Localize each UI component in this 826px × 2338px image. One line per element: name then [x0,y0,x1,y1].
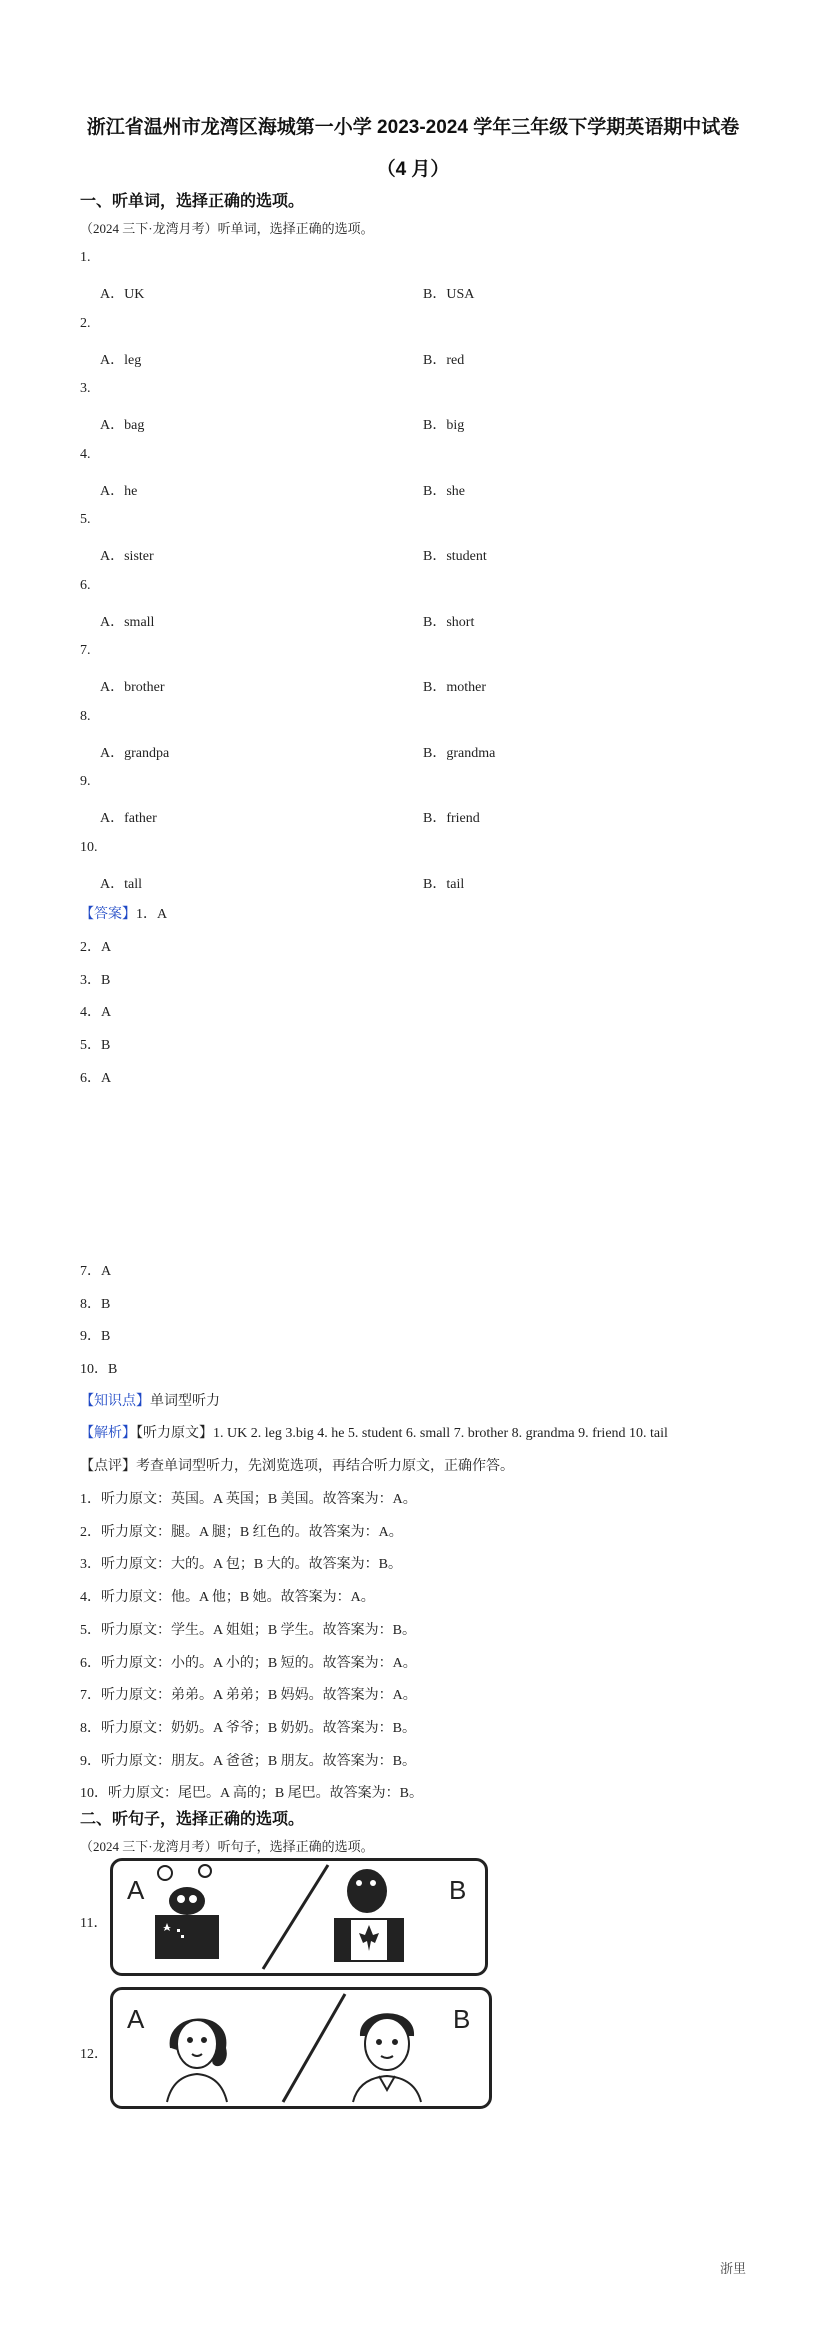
question-11-number: 11． [80,1916,108,1931]
answer-line-4: 5．B [80,1038,111,1054]
question-6-option-a[interactable]: A．small [100,614,155,630]
question-8-number: 8. [80,708,91,724]
question-9-option-b[interactable]: B．friend [423,811,480,826]
answer-line-1: 2．A [80,940,112,955]
review-line-9: 9．听力原文：朋友。A 爸爸；B 朋友。故答案为：B。 [80,1753,417,1769]
question-4-number: 4. [80,446,91,462]
question-12-number: 12． [80,2047,108,2062]
doc-title: 浙江省温州市龙湾区海城第一小学 2023-2024 学年三年级下学期英语期中试卷 [86,117,740,138]
question-7-number: 7. [80,643,91,658]
answer-tag: 【答案】 [80,907,136,922]
section1-heading: 一、听单词，选择正确的选项。 [80,193,305,210]
question-3-number: 3. [80,381,91,396]
question-1-option-a[interactable]: A．UK [100,287,145,302]
man-icon [353,2014,421,2102]
q12-divider [283,1994,345,2102]
review-line-6: 6．听力原文：小的。A 小的；B 短的。故答案为：A。 [80,1655,417,1671]
review-line-8: 8．听力原文：奶奶。A 爷爷；B 奶奶。故答案为：B。 [80,1720,417,1736]
answer-line-3: 4．A [80,1005,112,1021]
review-line-3: 3．听力原文：大的。A 包；B 大的。故答案为：B。 [80,1557,403,1573]
answer-first: 1．A [136,907,168,922]
analysis-text: 【听力原文】1. UK 2. leg 3.big 4. he 5. student 6. small 7. brother 8. grandma 9. friend 10. tail [136,1426,668,1441]
question-12-picture [113,1990,489,2106]
answer-block [80,903,167,923]
question-2-option-a[interactable]: A．leg [100,352,142,368]
review-line-7: 7．听力原文：弟弟。A 弟弟；B 妈妈。故答案为：A。 [80,1688,417,1704]
question-11-image [110,1858,488,1976]
panda-icon [158,1865,211,1915]
question-9-option-a[interactable]: A．father [100,811,157,826]
answer-line-late-3: 9．B [80,1329,111,1345]
question-6-number: 6. [80,577,91,593]
q11-divider [263,1865,328,1969]
question-8-option-b[interactable]: B．grandma [423,745,496,761]
canada-flag-icon [335,1919,403,1961]
question-11-picture [113,1861,485,1973]
beaver-icon [347,1869,387,1913]
question-3-option-a[interactable]: A．bag [100,418,145,433]
review-line-10: 10．听力原文：尾巴。A 高的；B 尾巴。故答案为：B。 [80,1786,424,1802]
question-2-number: 2. [80,315,91,331]
review-line-2: 2．听力原文：腿。A 腿；B 红色的。故答案为：A。 [80,1524,403,1540]
answer-line-5: 6．A [80,1070,112,1086]
question-10-option-b[interactable]: B．tail [423,876,465,892]
question-5-number: 5. [80,512,91,527]
answer-line-late-4: 10．B [80,1362,118,1378]
answer-line-2: 3．B [80,972,111,988]
review-line-5: 5．听力原文：学生。A 姐姐；B 学生。故答案为：B。 [80,1622,417,1638]
section1-source: （2024 三下·龙湾月考）听单词，选择正确的选项。 [80,221,374,236]
section2-heading: 二、听句子，选择正确的选项。 [80,1811,305,1828]
answer-line-late-2: 8．B [80,1296,111,1312]
question-7-option-a[interactable]: A．brother [100,680,165,695]
question-3-option-b[interactable]: B．big [423,418,465,433]
question-2-option-b[interactable]: B．red [423,352,465,368]
question-5-option-b[interactable]: B．student [423,549,487,564]
knowledge-point [80,1390,220,1410]
q12-label-b: B [453,2004,471,2034]
question-9-number: 9. [80,774,91,789]
q11-label-a: A [127,1875,145,1905]
analysis-tag: 【解析】 [80,1426,136,1441]
question-8-option-a[interactable]: A．grandpa [100,745,170,761]
answer-line-late-1: 7．A [80,1264,112,1279]
doc-subtitle: （4 月） [376,159,450,180]
question-7-option-b[interactable]: B．mother [423,680,486,695]
question-4-option-a[interactable]: A．he [100,483,138,499]
section2-source: （2024 三下·龙湾月考）听句子，选择正确的选项。 [80,1839,374,1854]
china-flag-icon [155,1915,219,1959]
question-12-image [110,1987,492,2109]
question-1-option-b[interactable]: B．USA [423,287,475,302]
question-6-option-b[interactable]: B．short [423,614,475,630]
q12-label-a: A [127,2004,145,2034]
q11-label-b: B [449,1875,467,1905]
review-line-1: 1．听力原文：英国。A 英国；B 美国。故答案为：A。 [80,1492,417,1507]
analysis [80,1422,668,1442]
footer-brand: 浙里 [719,2261,746,2276]
woman-icon [167,2019,227,2102]
question-10-option-a[interactable]: A．tall [100,876,142,892]
knowledge-text: 单词型听力 [150,1394,220,1409]
review-intro: 【点评】考查单词型听力，先浏览选项，再结合听力原文，正确作答。 [80,1459,514,1474]
question-4-option-b[interactable]: B．she [423,483,465,499]
question-10-number: 10. [80,839,98,855]
knowledge-tag: 【知识点】 [80,1394,150,1409]
question-5-option-a[interactable]: A．sister [100,549,154,564]
review-line-4: 4．听力原文：他。A 他；B 她。故答案为：A。 [80,1590,375,1606]
question-1-number: 1. [80,250,91,265]
